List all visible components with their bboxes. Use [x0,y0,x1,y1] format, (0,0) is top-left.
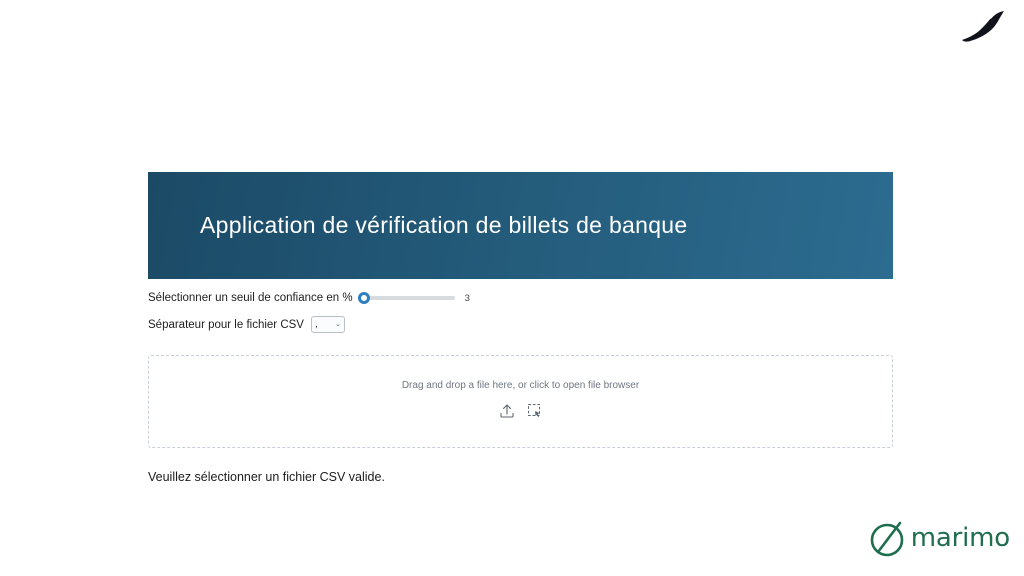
file-browser-icon[interactable] [527,403,543,424]
marimo-wordmark: marimo [910,523,1010,553]
dropzone-icon-group [499,403,543,424]
chevron-down-icon: ⌄ [335,321,341,328]
status-message: Veuillez sélectionner un fichier CSV valide. [148,470,385,484]
threshold-slider[interactable] [359,293,470,304]
upload-icon[interactable] [499,403,515,424]
page-title: Application de vérification de billets de banque [200,212,688,238]
threshold-value: 3 [464,292,470,304]
file-dropzone[interactable] [148,355,893,448]
threshold-label: Sélectionner un seuil de confiance en % [148,292,353,304]
threshold-control-row [148,292,893,304]
app-column [148,172,893,484]
marimo-logo [866,516,1010,560]
threshold-slider-track[interactable] [359,296,455,300]
separator-select-value: , [314,319,318,330]
separator-select[interactable] [311,316,345,333]
bird-logo [960,10,1006,44]
marimo-mark-icon [866,516,910,560]
separator-control-row [148,316,893,333]
separator-label: Séparateur pour le fichier CSV [148,318,304,331]
app-banner [148,172,893,279]
dropzone-instructions: Drag and drop a file here, or click to open file browser [401,379,640,391]
threshold-slider-knob[interactable] [358,292,370,304]
